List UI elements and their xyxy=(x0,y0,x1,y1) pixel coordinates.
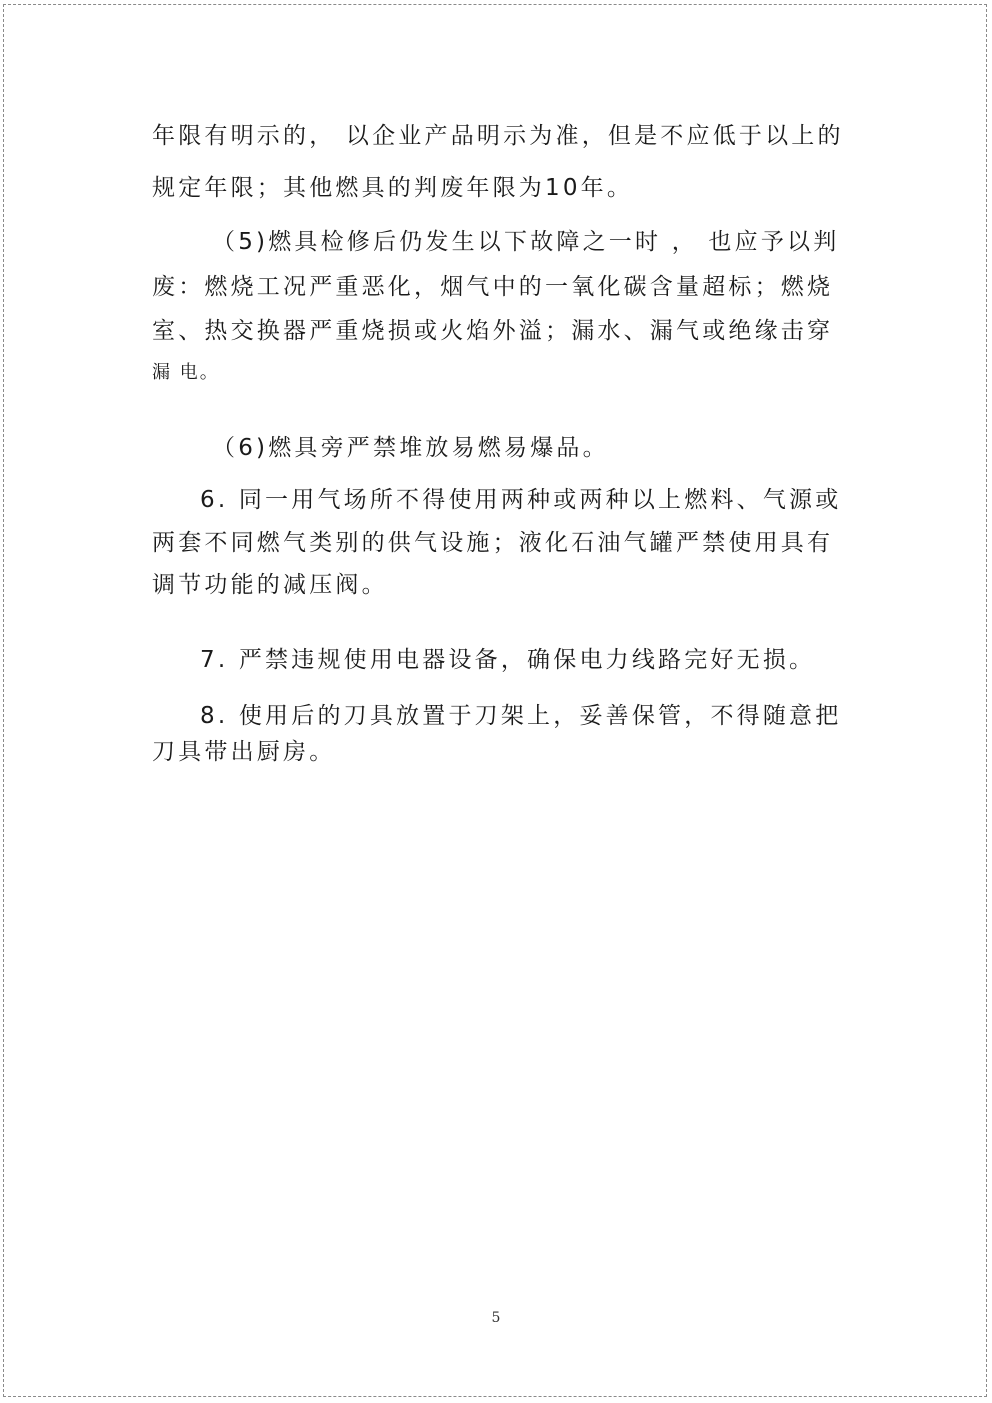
text-line: 调节功能的减压阀。 xyxy=(152,572,388,598)
text-line: 两套不同燃气类别的供气设施；液化石油气罐严禁使用具有 xyxy=(152,530,834,556)
text-line: 刀具带出厨房。 xyxy=(152,739,336,765)
text-line: 废：燃烧工况严重恶化，烟气中的一氧化碳含量超标；燃烧 xyxy=(152,274,834,300)
text-line: 室、热交换器严重烧损或火焰外溢；漏水、漏气或绝缘击穿 xyxy=(152,318,834,344)
text-line: 6. 同一用气场所不得使用两种或两种以上燃料、气源或 xyxy=(200,487,842,513)
text-line: 7. 严禁违规使用电器设备，确保电力线路完好无损。 xyxy=(200,647,816,673)
page-number: 5 xyxy=(491,1310,501,1326)
text-line: 漏 电。 xyxy=(152,362,220,383)
text-line: 8. 使用后的刀具放置于刀架上，妥善保管，不得随意把 xyxy=(200,703,842,729)
text-line: （5)燃具检修后仍发生以下故障之一时 ， 也应予以判 xyxy=(212,229,840,255)
text-line: （6)燃具旁严禁堆放易燃易爆品。 xyxy=(212,435,609,461)
text-line: 规定年限；其他燃具的判废年限为10年。 xyxy=(152,175,634,201)
text-line: 年限有明示的， 以企业产品明示为准，但是不应低于以上的 xyxy=(152,123,844,149)
